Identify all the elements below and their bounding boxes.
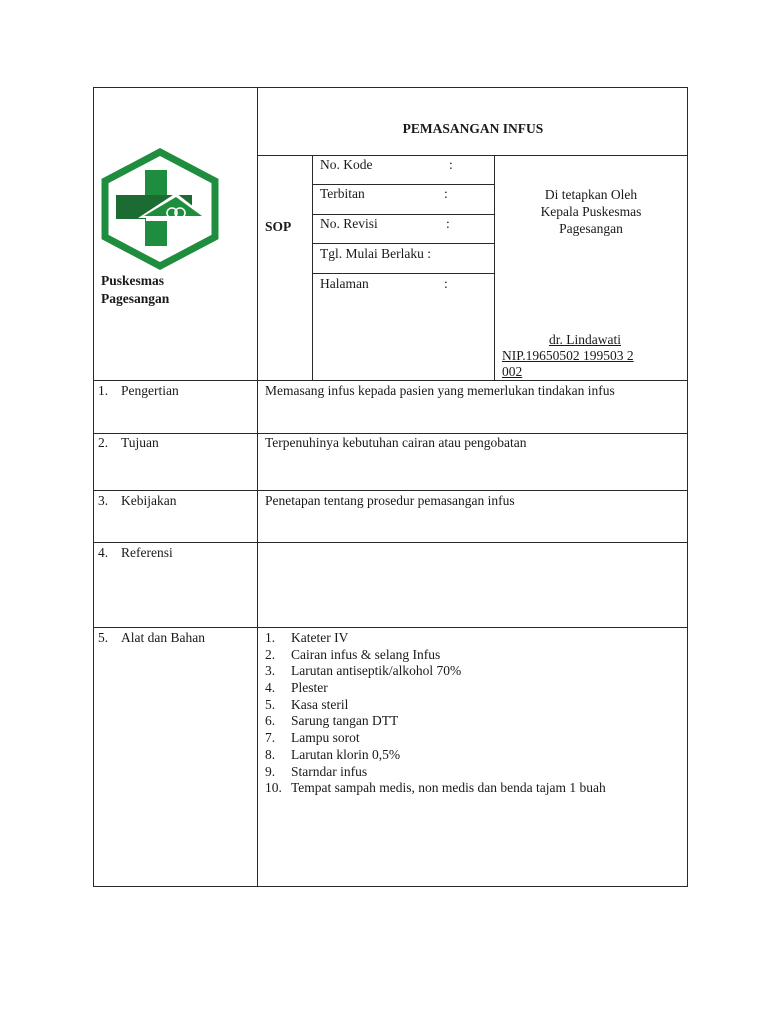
field-no-kode-label: No. Kode xyxy=(320,157,373,172)
signer-nip-line1: NIP.19650502 199503 2 xyxy=(502,348,634,363)
logo-name-line2: Pagesangan xyxy=(101,291,170,306)
list-item xyxy=(265,647,685,664)
list-item-num: 9. xyxy=(265,763,276,779)
field-line-2 xyxy=(312,214,495,215)
signer-name: dr. Lindawati xyxy=(549,332,621,347)
list-item-num: 8. xyxy=(265,746,276,762)
title-divider xyxy=(257,155,688,156)
table-border-bottom xyxy=(93,886,688,887)
approval-line2: Kepala Puskesmas xyxy=(540,204,642,219)
field-line-3 xyxy=(312,243,495,244)
section-5-num: 5. xyxy=(98,630,109,645)
field-terbitan-label: Terbitan xyxy=(320,186,365,201)
list-item-text: Lampu sorot xyxy=(291,730,360,746)
table-border-top xyxy=(93,87,688,88)
list-item-text: Sarung tangan DTT xyxy=(291,713,399,729)
field-no-revisi-label: No. Revisi xyxy=(320,216,378,231)
field-halaman-label: Halaman xyxy=(320,276,369,291)
sop-divider xyxy=(312,155,313,381)
table-border-left xyxy=(93,87,94,887)
logo-name-line1: Puskesmas xyxy=(101,273,165,288)
section-5-label: Alat dan Bahan xyxy=(121,630,205,645)
list-item-num: 10. xyxy=(265,780,282,796)
list-item-num: 3. xyxy=(265,663,276,679)
section-4-num: 4. xyxy=(98,545,109,560)
row-line-3 xyxy=(93,490,688,491)
column-divider xyxy=(257,87,258,887)
list-item-text: Starndar infus xyxy=(291,763,368,779)
list-item xyxy=(265,680,685,697)
row-line-2 xyxy=(93,433,688,434)
list-item-num: 4. xyxy=(265,680,276,696)
field-halaman-colon: : xyxy=(444,276,448,291)
section-3-label: Kebijakan xyxy=(121,493,177,508)
list-item-num: 2. xyxy=(265,646,276,662)
list-item-num: 1. xyxy=(265,630,276,645)
section-1-num: 1. xyxy=(98,383,109,398)
list-item-text: Tempat sampah medis, non medis dan benda tajam 1 buah xyxy=(291,780,606,796)
signer-nip-line2: 002 xyxy=(502,364,523,379)
section-2-num: 2. xyxy=(98,435,109,450)
list-item xyxy=(265,764,685,781)
row-line-4 xyxy=(93,542,688,543)
sop-label: SOP xyxy=(265,219,292,234)
approval-line1: Di tetapkan Oleh xyxy=(544,187,638,202)
tools-list xyxy=(265,630,685,797)
row-line-5 xyxy=(93,627,688,628)
list-item xyxy=(265,663,685,680)
section-4-label: Referensi xyxy=(121,545,173,560)
field-line-4 xyxy=(312,273,495,274)
section-3-num: 3. xyxy=(98,493,109,508)
row-line-1 xyxy=(93,380,688,381)
list-item xyxy=(265,713,685,730)
list-item-num: 7. xyxy=(265,730,276,746)
field-tgl-mulai-label: Tgl. Mulai Berlaku : xyxy=(320,246,431,261)
section-1-content: Memasang infus kepada pasien yang memerlukan tindakan infus xyxy=(265,383,615,398)
section-3-content: Penetapan tentang prosedur pemasangan infus xyxy=(265,493,515,508)
section-2-label: Tujuan xyxy=(121,435,159,450)
list-item-text: Larutan antiseptik/alkohol 70% xyxy=(291,663,462,679)
table-border-right xyxy=(687,87,688,887)
list-item-text: Larutan klorin 0,5% xyxy=(291,746,401,762)
section-1-label: Pengertian xyxy=(121,383,179,398)
field-line-1 xyxy=(312,184,495,185)
list-item-num: 6. xyxy=(265,713,276,729)
document-title: PEMASANGAN INFUS xyxy=(402,121,544,136)
list-item xyxy=(265,697,685,714)
section-2-content: Terpenuhinya kebutuhan cairan atau pengobatan xyxy=(265,435,527,450)
list-item-text: Cairan infus & selang Infus xyxy=(291,646,441,662)
list-item-text: Kasa steril xyxy=(291,696,349,712)
list-item xyxy=(265,730,685,747)
list-item-num: 5. xyxy=(265,696,276,712)
field-no-kode-colon: : xyxy=(449,157,453,172)
list-item xyxy=(265,780,685,797)
approval-line3: Pagesangan xyxy=(559,221,623,236)
field-no-revisi-colon: : xyxy=(446,216,450,231)
puskesmas-logo-icon xyxy=(100,148,220,270)
list-item-text: Kateter IV xyxy=(291,630,349,645)
list-item-text: Plester xyxy=(291,680,328,696)
field-terbitan-colon: : xyxy=(444,186,448,201)
list-item xyxy=(265,630,685,647)
list-item xyxy=(265,747,685,764)
